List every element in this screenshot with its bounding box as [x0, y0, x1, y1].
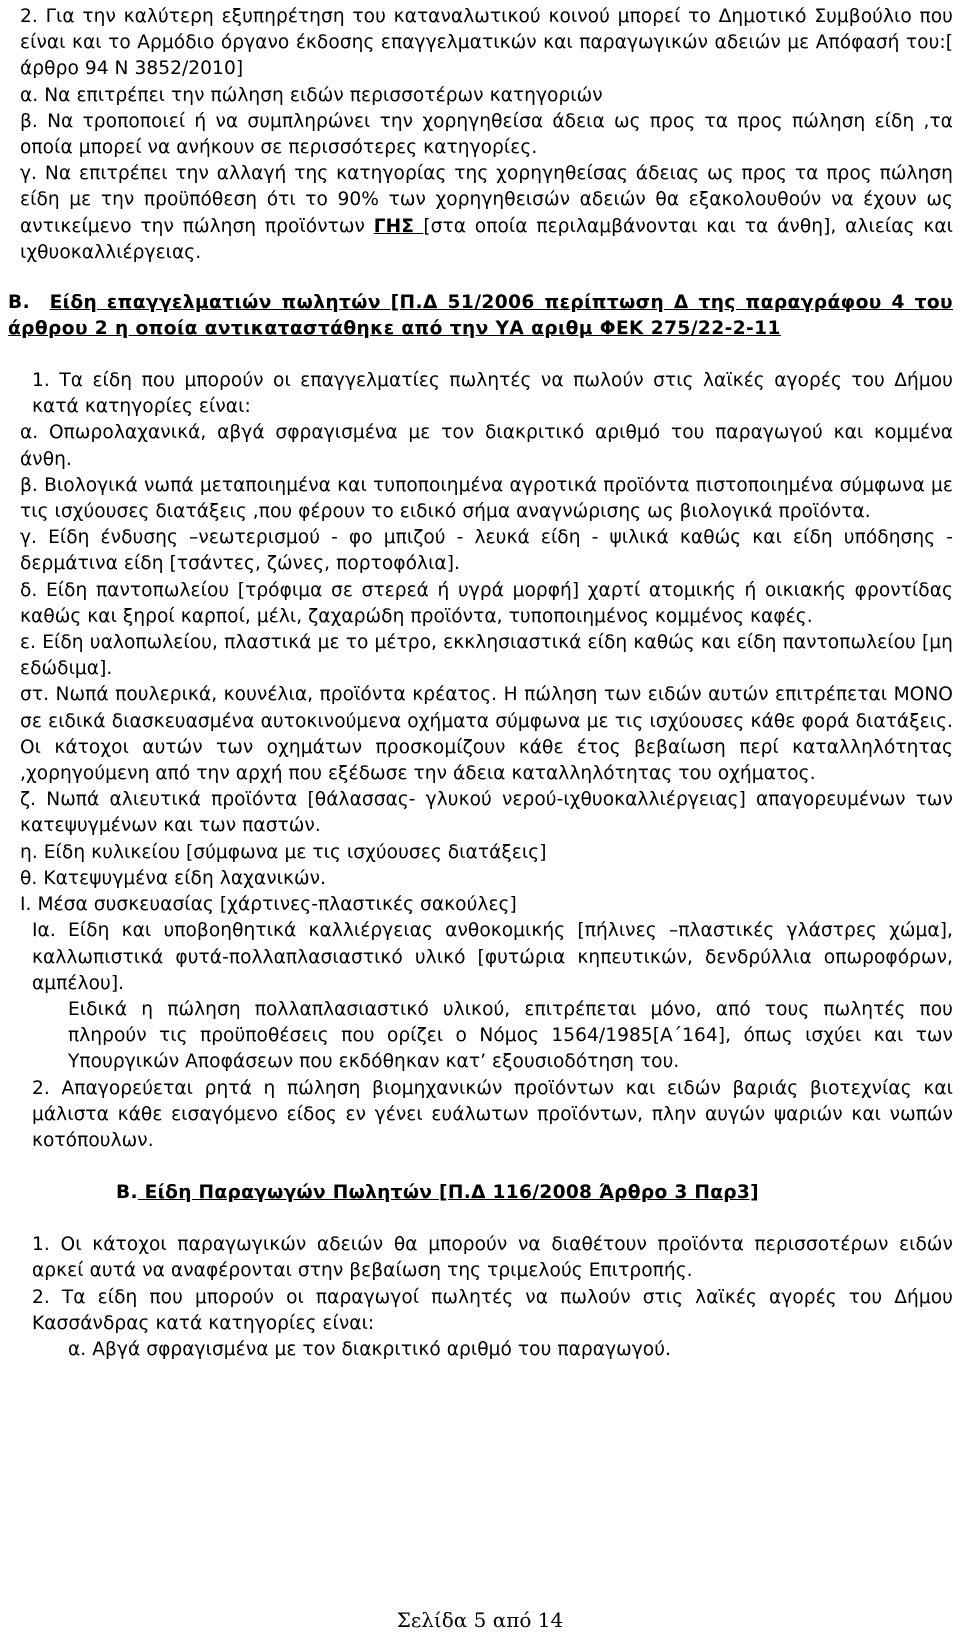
section-title: Είδη Παραγωγών Πωλητών [Π.Δ 116/2008 Άρθρο 3 Παρ3] — [137, 1182, 759, 1204]
section-label: Β. — [8, 292, 31, 314]
list-item-e: ε. Είδη υαλοπωλείου, πλαστικά με το μέτρο, εκκλησιαστικά είδη καθώς και είδη παντοπωλείου [μη εδώδιμα]. — [20, 632, 953, 680]
paragraph-council-authority: 2. Για την καλύτερη εξυπηρέτηση του καταναλωτικού κοινού μπορεί το Δημοτικό Συμβούλιο που είναι και το Αρμόδιο όργανο έκδοσης επαγγελματικών και παραγωγικών αδειών με Απόφασή του:[ άρθρο 94 Ν 3852/2010] — [20, 6, 953, 80]
list-item-st: στ. Νωπά πουλερικά, κουνέλια, προϊόντα κρέατος. Η πώληση των ειδών αυτών επιτρέπεται ΜΟΝΟ σε ειδικά διασκευασμένα αυτοκινούμενα οχήματα σύμφωνα με τις ισχύουσες κάθε φορά διατάξεις. Οι κάτοχοι αυτών των οχημάτων προσκομίζουν κάθε έτος βεβαίωση περί καταλληλότητας ,χορηγούμενη από την αρχή που εξέδωσε την άδεια καταλληλότητας του οχήματος. — [20, 684, 953, 785]
list-item-c — [8, 161, 953, 266]
paragraph-special-note: Ειδικά η πώληση πολλαπλασιαστικό υλικού, επιτρέπεται μόνο, από τους πωλητές που πληρούν τις προϋποθέσεις που ορίζει ο Νόμος 1564/1985[Α΄164], όπως ισχύει και των Υπουργικών Αποφάσεων που εκδόθηκαν κατ’ εξουσιοδότηση του. — [68, 998, 953, 1073]
list-item-h: η. Είδη κυλικείου [σύμφωνα με τις ισχύουσες διατάξεις] — [20, 841, 547, 863]
ghs-term: ΓΗΣ — [373, 215, 424, 237]
paragraph-producer-items-intro: 2. Τα είδη που μπορούν οι παραγωγοί πωλητές να πωλούν στις λαϊκές αγορές του Δήμου Κασσάνδρας κατά κατηγορίες είναι: — [32, 1286, 953, 1334]
section-label: Β. — [116, 1182, 138, 1204]
list-item-a: α. Αβγά σφραγισμένα με τον διακριτικό αριθμό του παραγωγού. — [68, 1338, 671, 1360]
page-number-footer: Σελίδα 5 από 14 — [396, 1608, 564, 1632]
document-page — [8, 4, 953, 1363]
list-item-b: β. Βιολογικά νωπά μεταποιημένα και τυποποιημένα αγροτικά προϊόντα πιστοποιημένα σύμφωνα με τις ισχύουσες διατάξεις ,που φέρουν το ειδικό σήμα αναγνώρισης ως βιολογικά προϊόντα. — [20, 474, 953, 523]
section-heading-producer-sellers — [8, 1180, 953, 1206]
paragraph-prohibition: 2. Απαγορεύεται ρητά η πώληση βιομηχανικών προϊόντων και ειδών βαριάς βιοτεχνίας και μάλιστα κάθε εισαγόμενο είδος εν γένει ευάλωτων προϊόντων, πλην αυγών ψαριών και νωπών κοτόπουλων. — [32, 1077, 953, 1151]
list-item-ia: Ια. Είδη και υποβοηθητικά καλλιέργειας ανθοκομικής [πήλινες –πλαστικές γλάστρες χώμα], καλλωπιστικά φυτά-πολλαπλασιαστικό υλικό [φυτώρια κηπευτικών, δενδρύλλια οπωροφόρων, αμπέλου]. — [32, 920, 953, 994]
list-item-c-rest: [στα οποία περιλαμβάνονται και τα άνθη], αλιείας και ιχθυοκαλλιέργειας. — [20, 215, 953, 263]
paragraph-producer-licenses: 1. Οι κάτοχοι παραγωγικών αδειών θα μπορούν να διαθέτουν προϊόντα περισσοτέρων ειδών αρκεί αυτά να αναφέρονται στην βεβαίωση της τριμελούς Επιτροπής. — [32, 1234, 953, 1282]
section-heading-professional-sellers — [8, 290, 953, 342]
list-item-a: α. Οπωρολαχανικά, αβγά σφραγισμένα με τον διακριτικό αριθμό του παραγωγού και κομμένα άνθη. — [20, 422, 953, 470]
section-title: Είδη επαγγελματιών πωλητών [Π.Δ 51/2006 περίπτωση Δ της παραγράφου 4 του άρθρου 2 η οποία αντικαταστάθηκε από την ΥΑ αριθμ ΦΕΚ 275/22-2-11 — [8, 292, 954, 340]
list-item-d: δ. Είδη παντοπωλείου [τρόφιμα σε στερεά ή υγρά μορφή] χαρτί ατομικής ή οικιακής φροντίδας καθώς και ξηροί καρποί, μέλι, ζαχαρώδη προϊόντα, τυποποιημένος κομμένος καφές. — [20, 579, 953, 627]
list-item-b: β. Να τροποποιεί ή να συμπληρώνει την χορηγηθείσα άδεια ως προς τα προς πώληση είδη ,τα οποία μπορεί να ανήκουν σε περισσότερες κατηγορίες. — [20, 110, 953, 159]
paragraph-items-list-intro: 1. Τα είδη που μπορούν οι επαγγελματίες πωλητές να πωλούν στις λαϊκές αγορές του Δήμου κατά κατηγορίες είναι: — [32, 370, 953, 418]
list-item-c-text: γ. Να επιτρέπει την αλλαγή της κατηγορίας της χορηγηθείσας άδειας ως προς τα προς πώληση είδη με την προϋπόθεση ότι το 90% των χορηγηθεισών αδειών θα εξακολουθούν να έχουν ως αντικείμενο την πώληση προϊόντων — [20, 163, 953, 237]
list-item-z: ζ. Νωπά αλιευτικά προϊόντα [θάλασσας- γλυκού νερού-ιχθυοκαλλιέργειας] απαγορευμένων των κατεψυγμένων και των παστών. — [20, 789, 953, 837]
list-item-c: γ. Είδη ένδυσης –νεωτερισμού - φο μπιζού - λευκά είδη - ψιλικά καθώς και είδη υπόδησης - δερμάτινα είδη [τσάντες, ζώνες, πορτοφόλια]. — [20, 527, 953, 575]
list-item-i: Ι. Μέσα συσκευασίας [χάρτινες-πλαστικές σακούλες] — [20, 894, 517, 916]
list-item-a: α. Να επιτρέπει την πώληση ειδών περισσοτέρων κατηγοριών — [20, 84, 603, 106]
list-item-th: θ. Κατεψυγμένα είδη λαχανικών. — [20, 867, 327, 889]
